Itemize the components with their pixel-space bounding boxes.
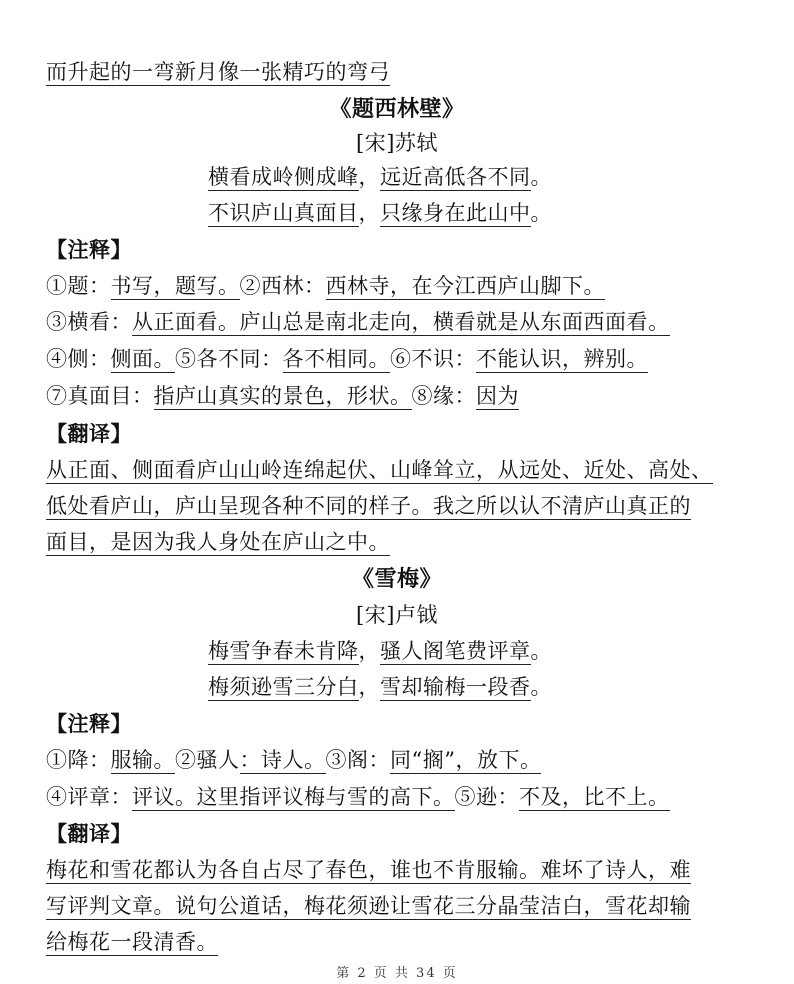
poem2-line-1-period: 。 [530, 639, 552, 663]
poem1-line-2-period: 。 [530, 201, 552, 225]
poem1-note-row-4 [46, 382, 519, 410]
note-definition: 不能认识，辨别。 [476, 347, 648, 371]
poem1-trans-text-1: 从正面、侧面看庐山山岭连绵起伏、山峰耸立，从远处、近处、高处、 [46, 458, 713, 482]
note-definition: 西林寺，在今江西庐山脚下。 [325, 274, 605, 298]
poem2-notes-header: 【注释】 [46, 711, 132, 736]
poem1-line-1-period: 。 [530, 165, 552, 189]
note-term: ⑤逊： [454, 785, 519, 809]
note-term: ①降： [46, 748, 111, 772]
poem1-line-1-comma: ， [358, 165, 380, 189]
poem1-trans-text-2: 低处看庐山，庐山呈现各种不同的样子。我之所以认不清庐山真正的 [46, 494, 691, 518]
poem2-line-2-comma: ， [358, 675, 380, 699]
page-footer: 第 2 页 共 34 页 [336, 966, 458, 981]
poem2-line-2-period: 。 [530, 675, 552, 699]
note-definition: 从正面看。庐山总是南北走向，横看就是从东面西面看。 [132, 310, 670, 334]
note-term: ③横看： [46, 310, 132, 334]
top-line [46, 58, 390, 86]
poem1-line-1-a: 横看成岭侧成峰 [208, 165, 359, 189]
poem1-line-2-comma: ， [358, 201, 380, 225]
poem2-note-row-2 [46, 783, 670, 811]
poem2-trans-line-3 [46, 928, 218, 956]
poem2-line-1 [208, 637, 552, 665]
poem1-line-1-b: 远近高低各不同 [380, 165, 531, 189]
poem1-trans-line-1 [46, 456, 713, 484]
poem1-note-row-2 [46, 308, 670, 336]
poem1-line-1 [208, 163, 552, 191]
poem2-trans-line-2 [46, 892, 691, 920]
note-term: ⑧缘： [411, 384, 476, 408]
poem2-line-2-a: 梅须逊雪三分白 [208, 675, 359, 699]
poem2-title: 《雪梅》 [351, 566, 442, 592]
poem2-trans-line-1 [46, 856, 691, 884]
poem2-line-1-comma: ， [358, 639, 380, 663]
note-term: ⑤各不同： [175, 347, 283, 371]
note-definition: 因为 [476, 384, 519, 408]
note-term: ①题： [46, 274, 111, 298]
note-term: ②骚人 [175, 748, 240, 772]
note-definition: 评议。这里指评议梅与雪的高下。 [132, 785, 455, 809]
note-definition: 各不相同。 [282, 347, 390, 371]
poem2-note-row-1 [46, 746, 541, 774]
poem1-notes-header: 【注释】 [46, 237, 132, 262]
poem1-line-2-a: 不识庐山真面目 [208, 201, 359, 225]
note-term: ②西林： [239, 274, 326, 298]
poem2-trans-text-3: 给梅花一段清香。 [46, 930, 218, 954]
poem2-line-2-b: 雪却输梅一段香 [380, 675, 531, 699]
poem2-line-2 [208, 673, 552, 701]
poem2-author: [宋]卢钺 [356, 603, 438, 627]
poem1-trans-header: 【翻译】 [46, 421, 132, 446]
note-term: ④侧： [46, 347, 111, 371]
note-definition: 不及，比不上。 [519, 785, 670, 809]
note-definition: 服输。 [110, 748, 175, 772]
poem1-trans-text-3: 面目，是因为我人身处在庐山之中。 [46, 530, 390, 554]
note-definition: ：诗人。 [239, 748, 326, 772]
poem1-line-2 [208, 199, 552, 227]
note-definition: 侧面。 [110, 347, 175, 371]
note-term: ④评章： [46, 785, 132, 809]
poem1-author: [宋]苏轼 [356, 131, 438, 155]
top-line-text: 而升起的一弯新月像一张精巧的弯弓 [46, 60, 390, 84]
poem1-note-row-1 [46, 272, 605, 300]
note-term: ③阁： [325, 748, 390, 772]
note-definition: 同“搁”，放下。 [390, 748, 542, 772]
poem1-note-row-3 [46, 345, 648, 373]
poem2-trans-text-1: 梅花和雪花都认为各自占尽了春色，谁也不肯服输。难坏了诗人，难 [46, 858, 691, 882]
poem1-line-2-b: 只缘身在此山中 [380, 201, 531, 225]
poem2-line-1-b: 骚人阁笔费评章 [380, 639, 531, 663]
note-definition: 书写，题写。 [110, 274, 240, 298]
note-term: ⑥不识： [390, 347, 476, 371]
note-definition: 指庐山真实的景色，形状。 [153, 384, 412, 408]
poem2-line-1-a: 梅雪争春未肯降 [208, 639, 359, 663]
poem2-trans-text-2: 写评判文章。说句公道话，梅花须逊让雪花三分晶莹洁白，雪花却输 [46, 894, 691, 918]
poem1-trans-line-2 [46, 492, 691, 520]
poem1-trans-line-3 [46, 528, 390, 556]
note-term: ⑦真面目： [46, 384, 154, 408]
poem2-trans-header: 【翻译】 [46, 821, 132, 846]
poem1-title: 《题西林壁》 [329, 96, 465, 122]
